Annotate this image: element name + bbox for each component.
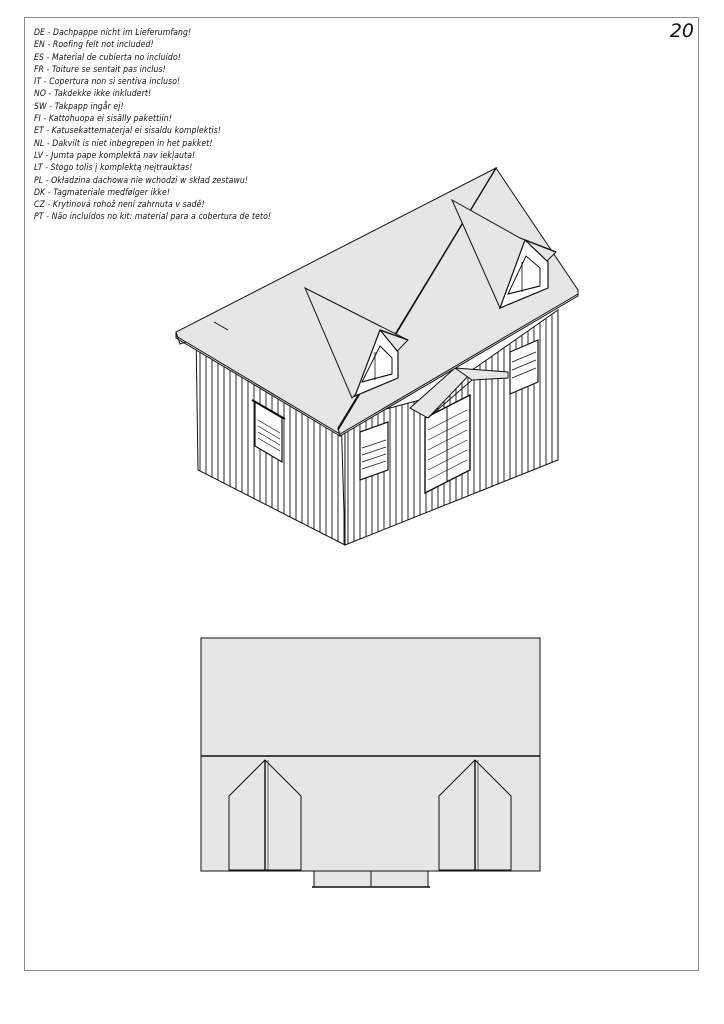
- note-en: EN - Roofing felt not included!: [34, 40, 154, 51]
- note-pt: PT - Não incluídos no kit: material para a cobertura de teto!: [34, 212, 272, 223]
- note-fi: FI - Kattohuopa ei sisälly pakettiin!: [34, 114, 172, 125]
- note-sw: SW - Takpapp ingår ej!: [34, 101, 124, 112]
- note-et: ET - Katusekattematerjal ei sisaldu komplektis!: [34, 126, 222, 137]
- note-pl: PL - Okładzina dachowa nie wchodzi w skład zestawu!: [34, 175, 249, 186]
- note-nl: NL - Dakvilt is niet inbegrepen in het pakket!: [34, 138, 213, 149]
- roof-top-view-drawing: [0, 600, 724, 920]
- note-lv: LV - Jumta pape komplektā nav iekļauta!: [34, 150, 196, 161]
- note-cz: CZ - Krytinová rohož není zahrnuta v sadě!: [34, 200, 205, 211]
- page-number: 20: [669, 20, 694, 42]
- note-es: ES - Material de cubierta no incluido!: [34, 52, 181, 63]
- note-lt: LT - Stogo tolis į komplektą neįtrauktas!: [34, 163, 193, 174]
- note-fr: FR - Toiture se sentait pas inclus!: [34, 64, 166, 75]
- note-it: IT - Copertura non si sentiva incluso!: [34, 77, 181, 88]
- canopy-top: [312, 871, 430, 887]
- note-dk: DK - Tagmateriale medfølger ikke!: [34, 187, 171, 198]
- note-no: NO - Takdekke ikke inkludert!: [34, 89, 152, 100]
- front-window: [360, 422, 388, 480]
- note-de: DE - Dachpappe nicht im Lieferumfang!: [34, 28, 192, 38]
